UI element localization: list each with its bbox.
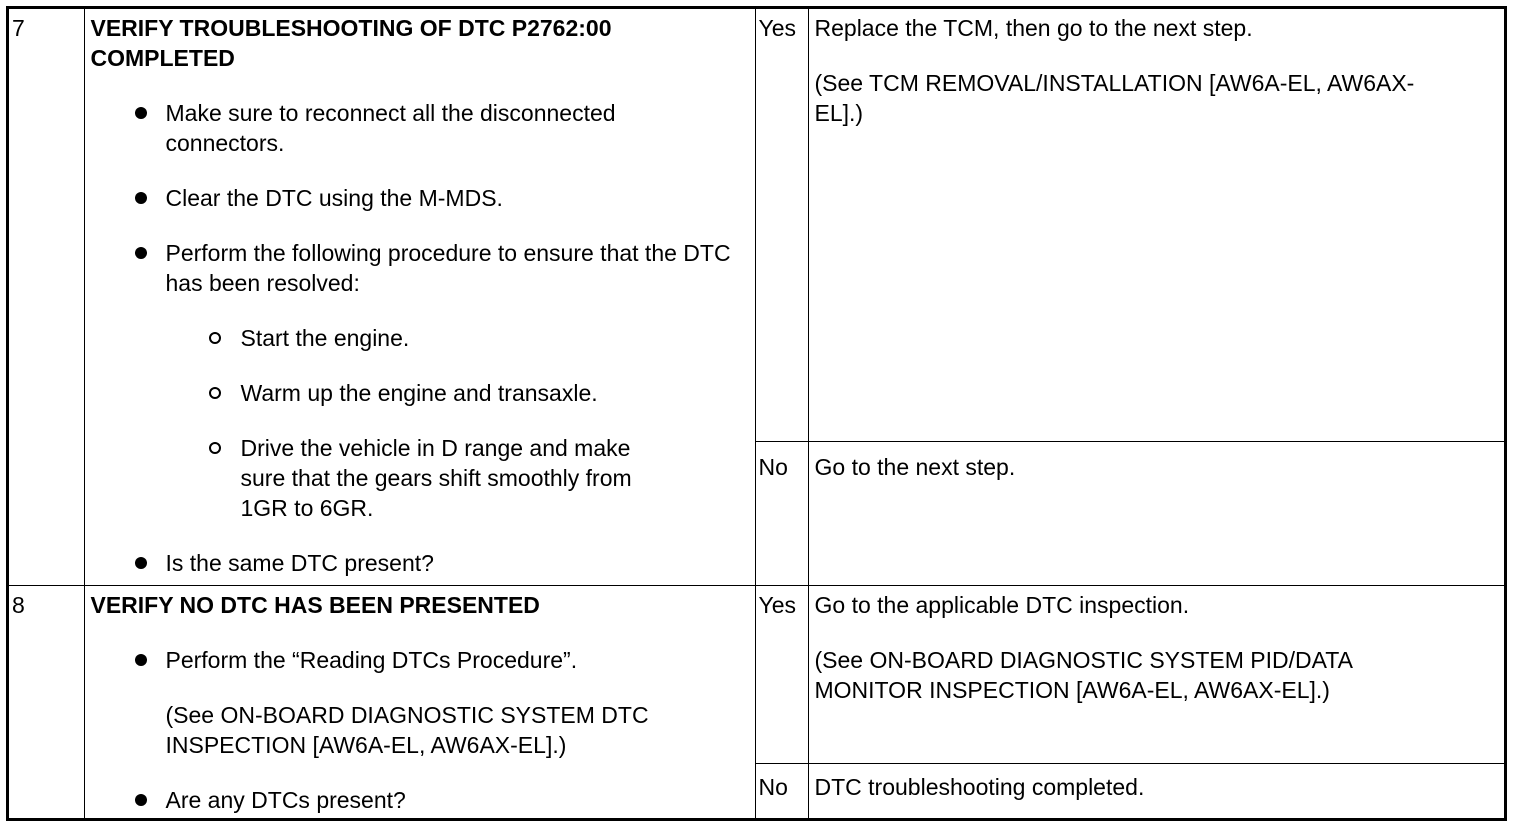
bullet-ring-icon <box>209 442 221 454</box>
bullet-text: Are any DTCs present? <box>165 786 406 813</box>
step-title <box>91 13 755 73</box>
bullet-text: Perform the “Reading DTCs Procedure”. <box>165 646 578 673</box>
step-8-procedure <box>84 585 755 818</box>
bullet-dot-icon <box>135 247 147 259</box>
reference-text: (See ON-BOARD DIAGNOSTIC SYSTEM DTC INSPECTION [AW6A-EL, AW6AX-EL].) <box>165 701 649 758</box>
bullet-item <box>91 238 761 523</box>
step-title: VERIFY NO DTC HAS BEEN PRESENTED <box>90 591 540 618</box>
sub-bullet-list <box>166 323 761 523</box>
bullet-list <box>91 645 755 815</box>
step-8-yes-row <box>9 585 1504 763</box>
sub-bullet-text: Warm up the engine and transaxle. <box>240 380 598 406</box>
bullet-ring-icon <box>209 387 221 399</box>
troubleshooting-table <box>9 9 1504 819</box>
bullet-dot-icon <box>135 192 147 204</box>
sub-bullet-text: Start the engine. <box>240 325 410 351</box>
bullet-item <box>91 548 755 578</box>
result-yes <box>808 9 1504 441</box>
bullet-text: Perform the following procedure to ensure that the DTC has been resolved: <box>165 240 731 296</box>
result-text: Go to the applicable DTC inspection. <box>814 591 1190 618</box>
sub-bullet-text: Drive the vehicle in D range and make sure that the gears shift smoothly from 1GR to 6GR. <box>240 435 632 521</box>
bullet-text: Make sure to reconnect all the disconnected connectors. <box>165 100 616 156</box>
bullet-item <box>91 785 755 815</box>
bullet-dot-icon <box>135 654 147 666</box>
step-title-line: COMPLETED <box>90 45 235 71</box>
result-no: Go to the next step. <box>808 441 1504 585</box>
sub-bullet-item <box>166 323 761 353</box>
answer-yes: Yes <box>755 585 808 763</box>
step-title-line: VERIFY TROUBLESHOOTING OF DTC P2762:00 <box>90 15 612 41</box>
answer-no: No <box>755 441 808 585</box>
bullet-dot-icon <box>135 794 147 806</box>
bullet-item <box>91 645 766 760</box>
troubleshooting-table-frame <box>6 6 1507 821</box>
step-number: 7 <box>9 9 84 585</box>
bullet-text: Is the same DTC present? <box>165 550 434 576</box>
bullet-item <box>91 98 696 158</box>
bullet-ring-icon <box>209 332 221 344</box>
bullet-dot-icon <box>135 107 147 119</box>
result-text: Replace the TCM, then go to the next step. <box>814 15 1253 41</box>
bullet-text: Clear the DTC using the M-MDS. <box>165 185 503 211</box>
reference-text: (See ON-BOARD DIAGNOSTIC SYSTEM PID/DATA MONITOR INSPECTION [AW6A-EL, AW6AX-EL].) <box>814 646 1352 703</box>
bullet-list <box>91 98 755 578</box>
reference-text: (See TCM REMOVAL/INSTALLATION [AW6A-EL, AW6AX-EL].) <box>814 70 1415 126</box>
bullet-dot-icon <box>135 557 147 569</box>
result-no: DTC troubleshooting completed. <box>808 763 1504 818</box>
step-7-yes-row <box>9 9 1504 441</box>
step-7-procedure <box>84 9 755 585</box>
bullet-item <box>91 183 755 213</box>
answer-yes: Yes <box>755 9 808 441</box>
sub-bullet-item <box>166 433 681 523</box>
result-yes <box>808 585 1504 763</box>
sub-bullet-item <box>166 378 761 408</box>
answer-no: No <box>755 763 808 818</box>
step-number: 8 <box>9 585 84 818</box>
